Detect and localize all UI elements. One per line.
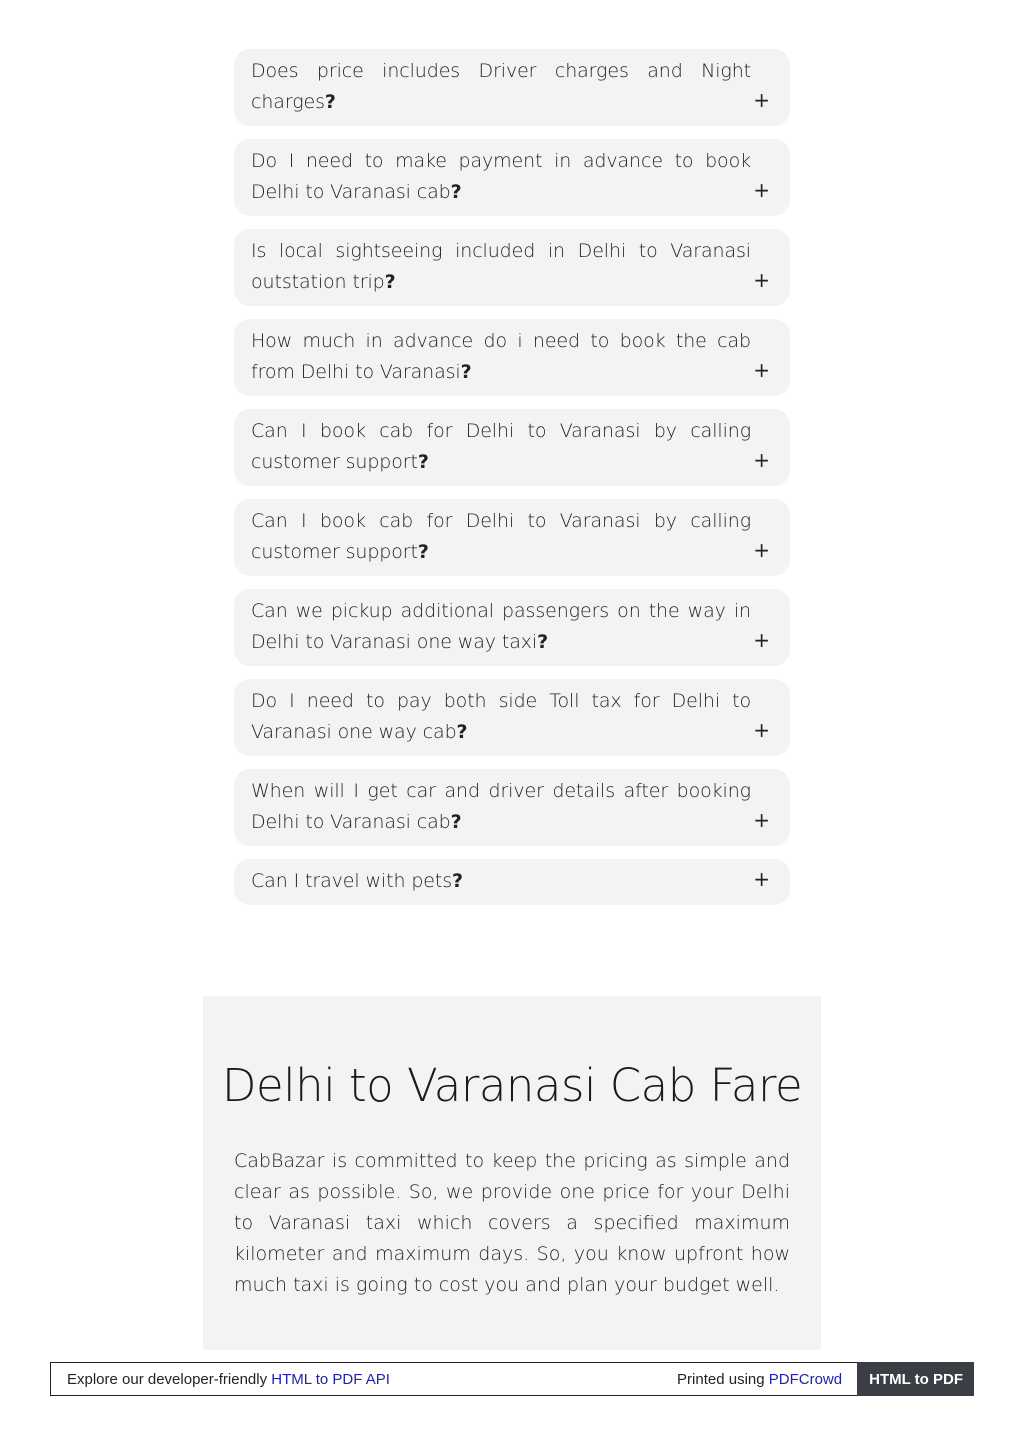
faq-item[interactable] xyxy=(234,409,790,486)
expand-icon[interactable]: + xyxy=(753,178,770,202)
faq-item[interactable] xyxy=(234,229,790,306)
expand-icon[interactable]: + xyxy=(753,628,770,652)
footer-right xyxy=(677,1371,857,1388)
faq-item[interactable] xyxy=(234,319,790,396)
faq-question: Can we pickup additional passengers on the way in Delhi to Varanasi one way taxi? xyxy=(251,600,751,653)
expand-icon[interactable]: + xyxy=(753,867,770,891)
fare-title: Delhi to Varanasi Cab Fare xyxy=(221,1059,803,1112)
fare-description: CabBazar is committed to keep the pricing as simple and clear as possible. So, we provide one price for your Delhi to Varanasi taxi which covers a specified maximum kilometer and maximum days. So, you know upfront how much taxi is going to cost you and plan your budget well. xyxy=(234,1150,790,1296)
faq-question: How much in advance do i need to book the cab from Delhi to Varanasi? xyxy=(251,330,751,383)
footer-left-text: Explore our developer-friendly xyxy=(67,1370,272,1388)
faq-question: Can I travel with pets? xyxy=(251,870,463,892)
expand-icon[interactable]: + xyxy=(753,718,770,742)
faq-question: Do I need to make payment in advance to book Delhi to Varanasi cab? xyxy=(251,150,751,203)
faq-question: Can I book cab for Delhi to Varanasi by calling customer support? xyxy=(251,510,751,563)
expand-icon[interactable]: + xyxy=(753,268,770,292)
faq-item[interactable] xyxy=(234,139,790,216)
footer-right-text: Printed using xyxy=(677,1370,769,1388)
faq-question: Does price includes Driver charges and Night charges? xyxy=(251,60,751,113)
faq-question: Is local sightseeing included in Delhi to Varanasi outstation trip? xyxy=(251,240,751,293)
expand-icon[interactable]: + xyxy=(753,358,770,382)
faq-item[interactable] xyxy=(234,679,790,756)
expand-icon[interactable]: + xyxy=(753,538,770,562)
expand-icon[interactable]: + xyxy=(753,808,770,832)
footer-left xyxy=(51,1371,677,1388)
faq-item[interactable] xyxy=(234,499,790,576)
faq-question: Do I need to pay both side Toll tax for Delhi to Varanasi one way cab? xyxy=(251,690,751,743)
faq-question: Can I book cab for Delhi to Varanasi by calling customer support? xyxy=(251,420,751,473)
faq-item[interactable] xyxy=(234,49,790,126)
faq-list xyxy=(234,49,790,918)
pdfcrowd-link[interactable]: PDFCrowd xyxy=(768,1370,843,1388)
expand-icon[interactable]: + xyxy=(753,88,770,112)
expand-icon[interactable]: + xyxy=(753,448,770,472)
html-to-pdf-api-link[interactable]: HTML to PDF API xyxy=(271,1370,390,1388)
faq-item[interactable] xyxy=(234,859,790,905)
faq-item[interactable] xyxy=(234,589,790,666)
html-to-pdf-badge[interactable]: HTML to PDF xyxy=(857,1362,974,1396)
faq-item[interactable] xyxy=(234,769,790,846)
fare-section xyxy=(203,996,821,1350)
faq-question: When will I get car and driver details after booking Delhi to Varanasi cab? xyxy=(251,780,751,833)
pdf-footer xyxy=(50,1362,974,1396)
